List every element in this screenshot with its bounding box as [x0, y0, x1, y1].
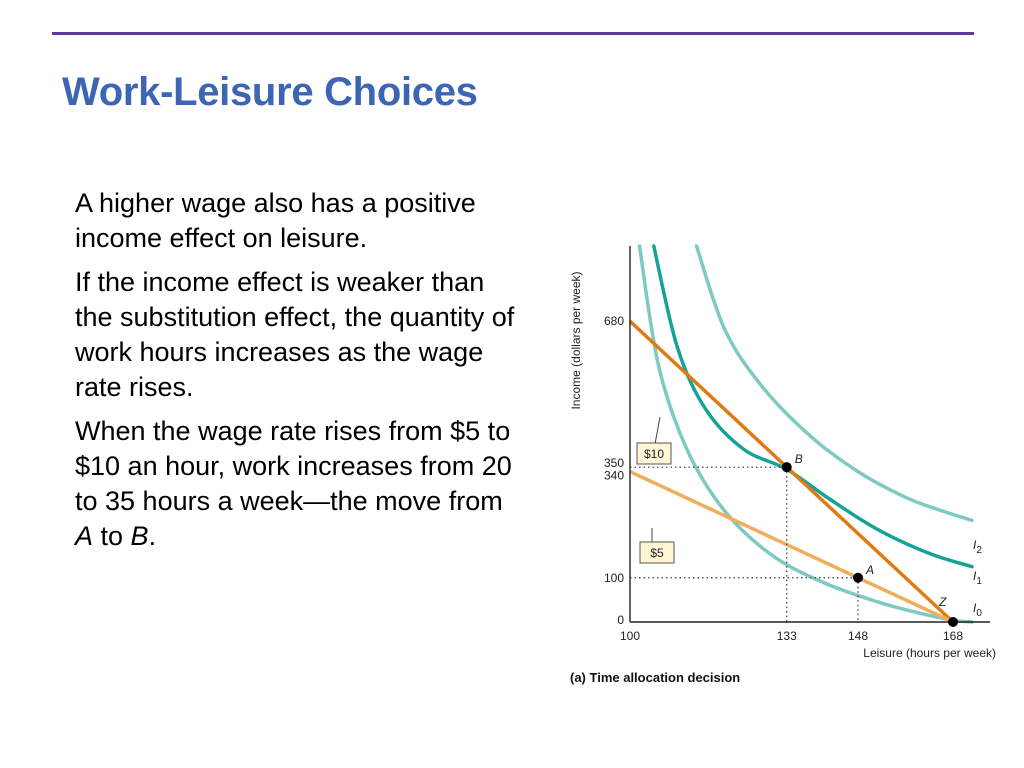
- wage-label-5: $5: [650, 546, 664, 560]
- point-label-z: Z: [939, 595, 947, 609]
- x-tick-label: 168: [942, 629, 964, 643]
- paragraph-income-effect: A higher wage also has a positive income effect on leisure.: [75, 188, 476, 253]
- point-a-ref: A: [75, 521, 94, 551]
- y-tick-label: 340: [603, 468, 624, 483]
- paragraph-wage-rise: [75, 414, 525, 554]
- wage-label-10: $10: [643, 447, 665, 461]
- paragraph-substitution: If the income effect is weaker than the substitution effect, the quantity of work hours increases as the wage rate rises.: [75, 267, 515, 402]
- wage-leader-line: [655, 417, 660, 444]
- x-tick-label: 100: [619, 629, 641, 643]
- y-tick-label: 680: [603, 314, 624, 329]
- budget-line-10: [630, 321, 953, 622]
- slide-body: [75, 186, 525, 563]
- paragraph-text: When the wage rate rises from $5 to $10 an hour, work increases from 20 to 35 hours a week—the move from: [75, 416, 512, 516]
- figure-caption: (a) Time allocation decision: [570, 670, 741, 685]
- curve-label-I2: $I_2$: [973, 538, 982, 556]
- y-tick-label: 0: [617, 613, 624, 627]
- point-label-b: B: [794, 452, 803, 467]
- slide-title: Work-Leisure Choices: [62, 70, 478, 114]
- time-allocation-figure: [560, 240, 1000, 700]
- point-a: [853, 573, 863, 583]
- point-label-a: A: [866, 562, 875, 577]
- y-axis-title: Income (dollars per week): [569, 271, 583, 410]
- curve-label-I0: $I_0$: [973, 601, 982, 619]
- point-b: [782, 462, 792, 472]
- work-leisure-chart: [560, 240, 1000, 700]
- budget-line-5: [630, 472, 953, 622]
- point-b-ref: B: [130, 521, 149, 551]
- x-tick-label: 133: [776, 629, 797, 643]
- point-z: [948, 617, 958, 627]
- y-tick-label: 350: [603, 456, 624, 471]
- paragraph-text: .: [148, 521, 157, 551]
- x-tick-label: 148: [847, 629, 869, 643]
- paragraph-text: to: [93, 521, 131, 551]
- curve-label-I1: $I_1$: [973, 569, 982, 587]
- x-axis-title: Leisure (hours per week): [863, 646, 996, 660]
- y-tick-label: 100: [603, 570, 624, 585]
- title-rule: [52, 32, 974, 35]
- indifference-curve-I2: [697, 246, 973, 520]
- indifference-curve-I1: [654, 246, 972, 567]
